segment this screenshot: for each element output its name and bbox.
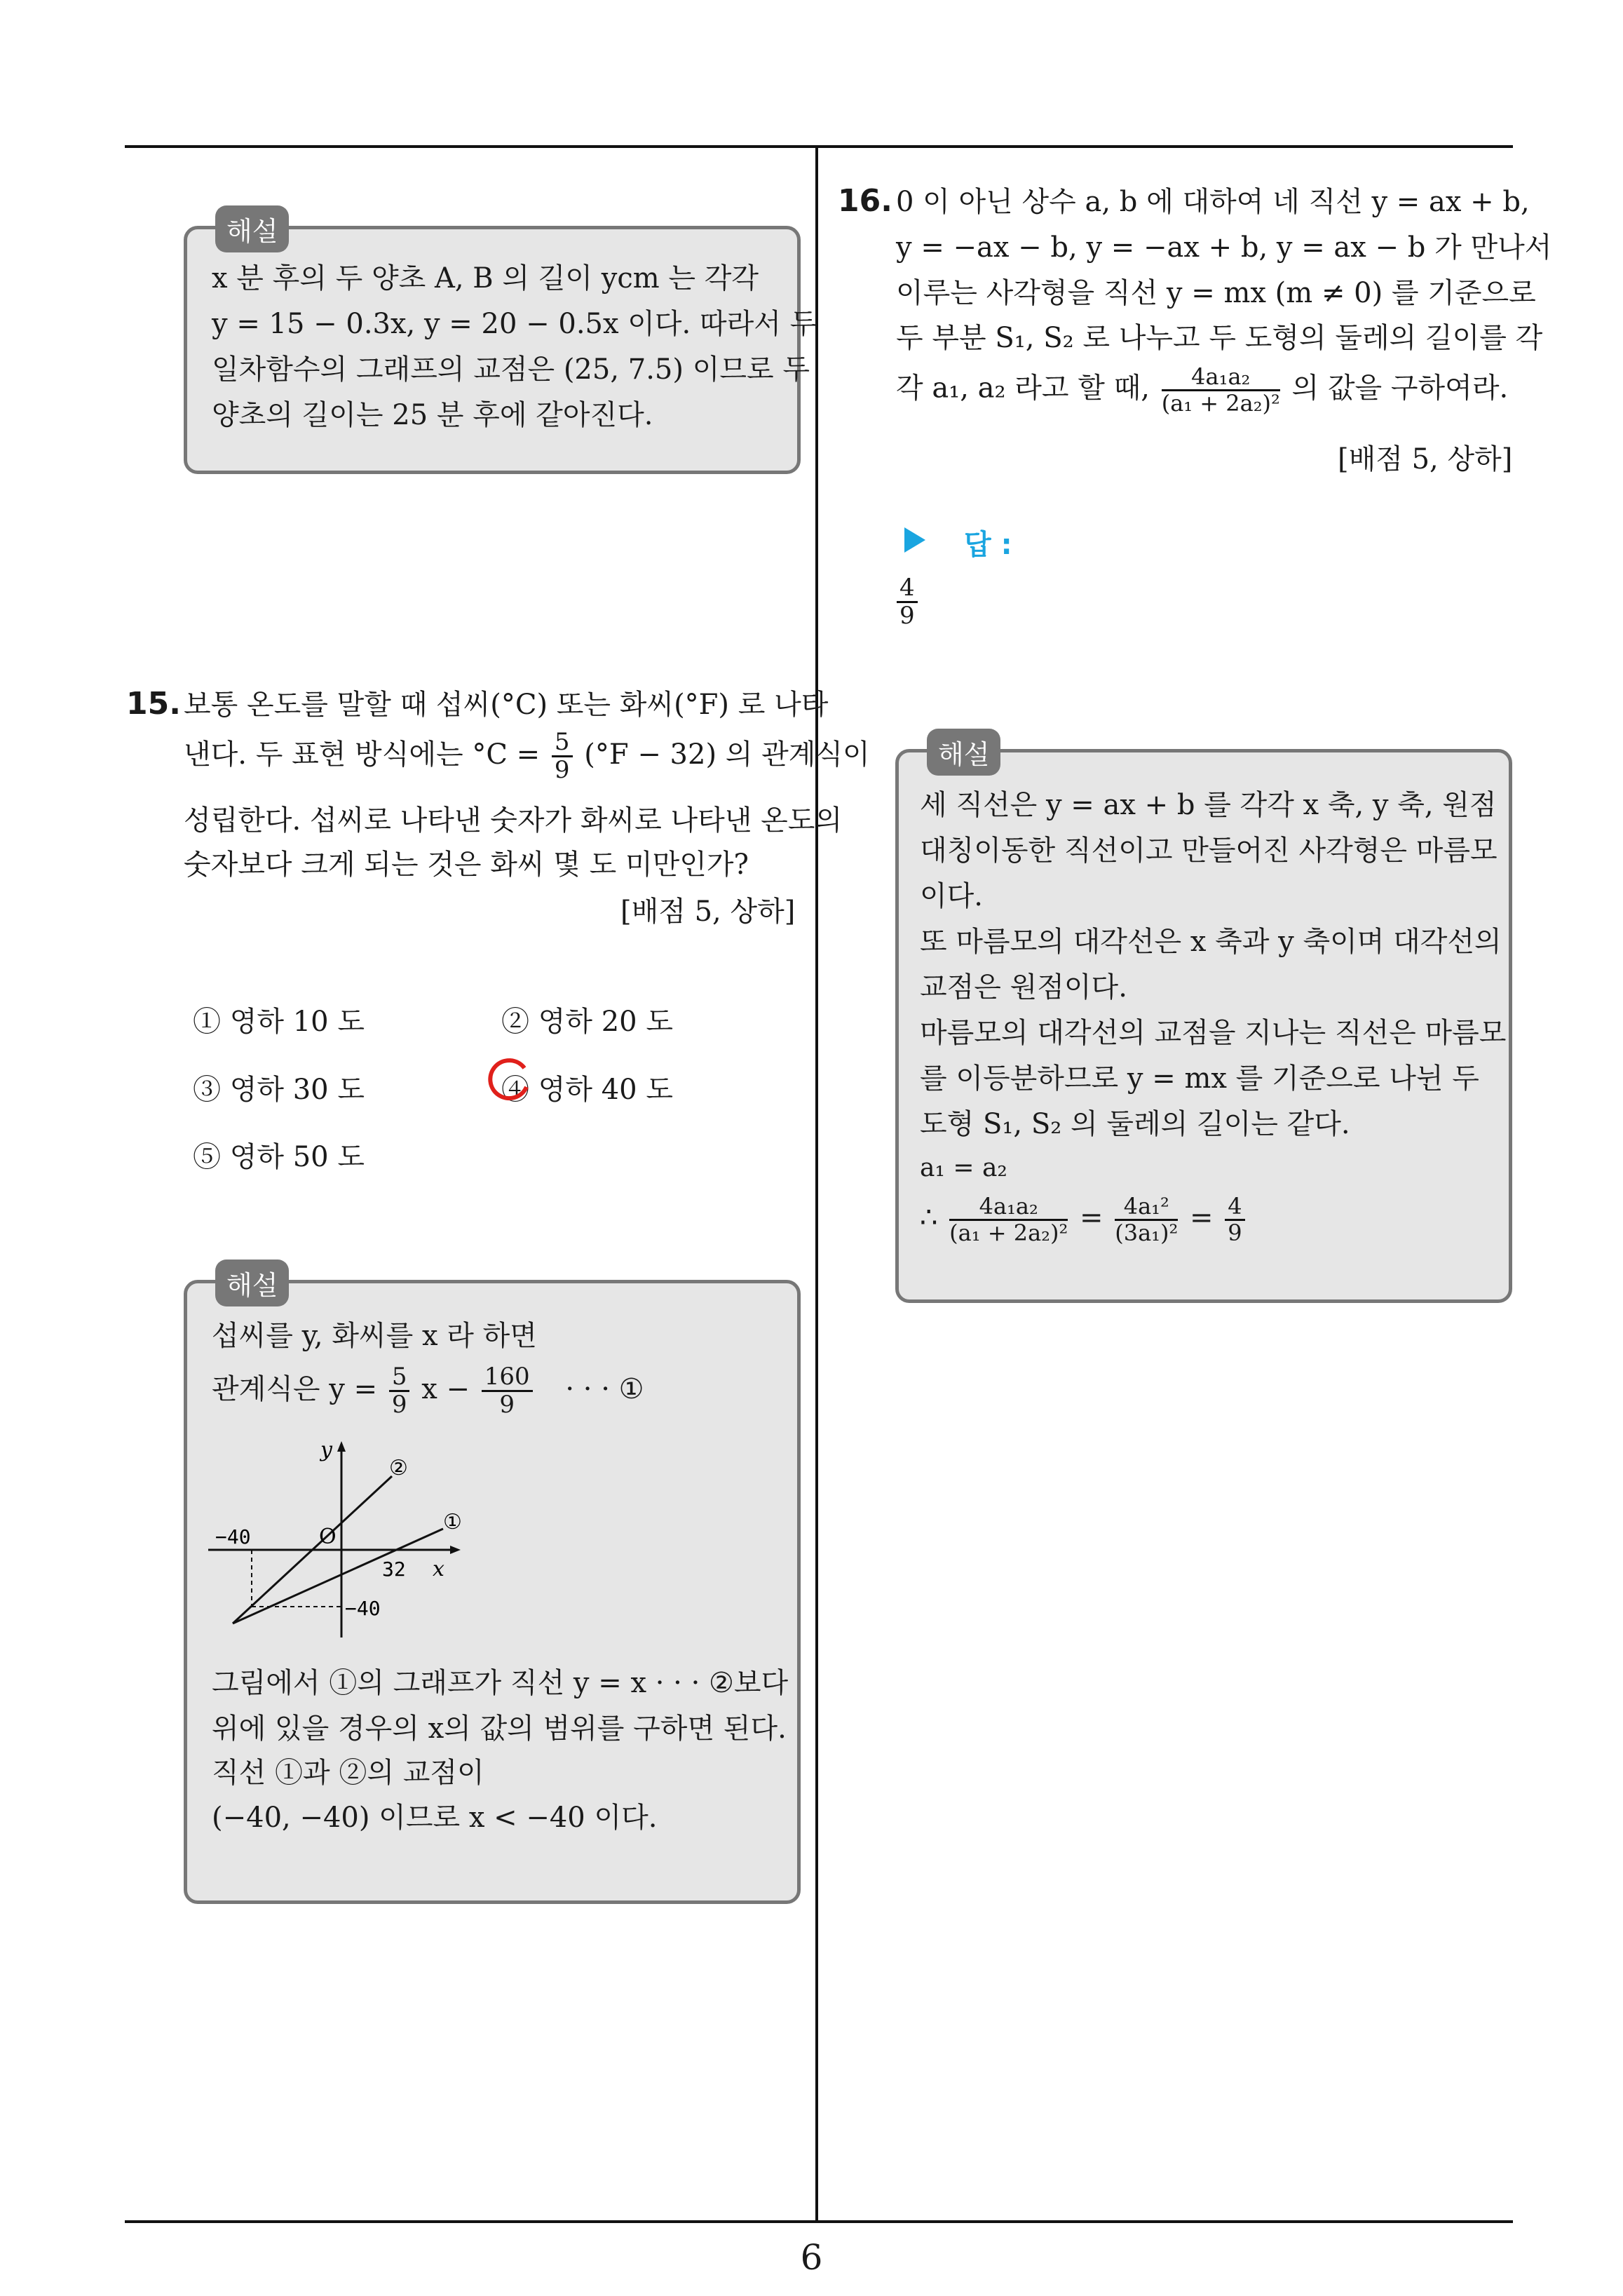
question-number <box>838 183 892 219</box>
line-1-label: ① <box>443 1510 462 1534</box>
fraction <box>897 575 918 630</box>
explanation-tag: 해설 <box>215 205 289 252</box>
question-text-segment: 낸다. 두 표현 방식에는 °C = <box>184 738 549 771</box>
fraction <box>482 1364 533 1419</box>
therefore-symbol: ∴ <box>920 1201 938 1234</box>
question-text-line <box>184 729 870 784</box>
explanation-line: x 분 후의 두 양초 A, B 의 길이 ycm 는 각각 <box>212 262 759 295</box>
fraction-denominator: (a₁ + 2a₂)² <box>1161 390 1280 417</box>
fraction <box>949 1194 1068 1245</box>
explanation-line <box>920 1194 1248 1245</box>
explanation-line: 를 이등분하므로 y = mx 를 기준으로 나뉜 두 <box>920 1062 1479 1095</box>
fraction-denominator: 9 <box>499 1391 515 1419</box>
bottom-intercept-label: −40 <box>345 1597 381 1620</box>
explanation-line: 직선 ①과 ②의 교점이 <box>212 1757 484 1789</box>
explanation-line: (−40, −40) 이므로 x < −40 이다. <box>212 1802 658 1834</box>
explanation-box-15 <box>184 1270 801 1904</box>
explanation-line: 위에 있을 경우의 x의 값의 범위를 구하면 된다. <box>212 1713 787 1745</box>
line-2-label: ② <box>389 1456 408 1480</box>
fraction-denominator: (a₁ + 2a₂)² <box>949 1220 1068 1247</box>
explanation-line: a₁ = a₂ <box>920 1154 1007 1182</box>
equals-sign: = <box>1190 1201 1214 1234</box>
question-text-line: 숫자보다 크게 되는 것은 화씨 몇 도 미만인가? <box>184 849 749 881</box>
explanation-box-14 <box>184 216 817 474</box>
top-rule <box>125 145 1513 148</box>
question-number-label: 15. <box>126 686 181 722</box>
explanation-tag: 해설 <box>927 729 1000 776</box>
question-text-segment: 의 값을 구하여라. <box>1291 372 1509 405</box>
explanation-line: 일차함수의 그래프의 교점은 (25, 7.5) 이므로 두 <box>212 353 810 386</box>
fraction <box>1115 1194 1178 1245</box>
choice-1[interactable]: ① 영하 10 도 <box>193 1006 365 1038</box>
fraction-numerator: 4a₁a₂ <box>1162 365 1280 391</box>
fraction <box>552 729 573 784</box>
question-number-label: 16. <box>838 183 892 219</box>
question-text-line: 보통 온도를 말할 때 섭씨(°C) 또는 화씨(°F) 로 나타 <box>184 689 829 721</box>
choice-4[interactable]: ④ 영하 40 도 <box>501 1074 673 1106</box>
explanation-line: 이다. <box>920 880 983 912</box>
question-text-segment: (°F − 32) 의 관계식이 <box>584 738 870 771</box>
graph <box>201 1434 468 1645</box>
fraction-numerator: 4a₁a₂ <box>949 1194 1068 1221</box>
explanation-line: 세 직선은 y = ax + b 를 각각 x 축, y 축, 원점 <box>920 789 1497 821</box>
fraction-denominator: (3a₁)² <box>1115 1220 1179 1247</box>
fraction <box>1225 1194 1244 1245</box>
explanation-segment: x − <box>421 1372 479 1405</box>
explanation-line: 또 마름모의 대각선은 x 축과 y 축이며 대각선의 <box>920 926 1502 958</box>
fraction-numerator: 160 <box>482 1364 533 1392</box>
question-text-segment: 각 a₁, a₂ 라고 할 때, <box>896 372 1150 405</box>
fraction-numerator: 5 <box>389 1364 410 1392</box>
question-text-line: 성립한다. 섭씨로 나타낸 숫자가 화씨로 나타낸 온도의 <box>184 804 843 837</box>
graph-line-1 <box>233 1529 443 1623</box>
choice-2[interactable]: ② 영하 20 도 <box>501 1006 673 1038</box>
fraction-numerator: 5 <box>552 729 573 757</box>
column-divider <box>815 145 818 2222</box>
explanation-line: 그림에서 ①의 그래프가 직선 y = x · · · ②보다 <box>212 1667 789 1699</box>
fraction-denominator: 9 <box>899 602 915 630</box>
question-text-line <box>896 365 1508 416</box>
fraction <box>1162 365 1280 416</box>
question-text-line: y = −ax − b, y = −ax + b, y = ax − b 가 만나서 <box>896 231 1552 264</box>
fraction-numerator: 4 <box>897 575 918 603</box>
explanation-line: 대칭이동한 직선이고 만들어진 사각형은 마름모 <box>920 835 1498 867</box>
x-axis-label: x <box>433 1557 444 1581</box>
explanation-tag: 해설 <box>215 1260 289 1306</box>
origin-label: O <box>319 1525 337 1549</box>
y-axis-label: y <box>320 1438 332 1462</box>
question-text-line: 두 부분 S₁, S₂ 로 나누고 두 도형의 둘레의 길이를 각 <box>896 322 1543 354</box>
fraction-denominator: 9 <box>1228 1220 1242 1247</box>
page-number: 6 <box>800 2237 823 2278</box>
explanation-line: 도형 S₁, S₂ 의 둘레의 길이는 같다. <box>920 1108 1350 1140</box>
explanation-line: 교점은 원점이다. <box>920 971 1127 1004</box>
equals-sign: = <box>1080 1201 1103 1234</box>
fraction-numerator: 4 <box>1225 1194 1244 1221</box>
answer-arrow-icon <box>904 527 925 553</box>
answer-label: 답 : <box>964 529 1012 561</box>
choice-5[interactable]: ⑤ 영하 50 도 <box>193 1141 365 1173</box>
question-text-line: 이루는 사각형을 직선 y = mx (m ≠ 0) 를 기준으로 <box>896 277 1536 309</box>
fraction-denominator: 9 <box>554 756 570 785</box>
score-label: [배점 5, 상하] <box>1338 443 1513 475</box>
explanation-line: 양초의 길이는 25 분 후에 같아진다. <box>212 399 653 431</box>
choice-3[interactable]: ③ 영하 30 도 <box>193 1074 365 1106</box>
explanation-line: y = 15 − 0.3x, y = 20 − 0.5x 이다. 따라서 두 <box>212 308 817 340</box>
fraction-denominator: 9 <box>391 1391 407 1419</box>
x-tick-label: 32 <box>382 1558 406 1581</box>
y-axis-arrow-icon <box>337 1441 346 1452</box>
score-label: [배점 5, 상하] <box>620 896 796 928</box>
explanation-line: 섭씨를 y, 화씨를 x 라 하면 <box>212 1320 537 1352</box>
fraction <box>389 1364 410 1419</box>
x-axis-arrow-icon <box>450 1546 461 1554</box>
question-number <box>126 686 181 722</box>
answer-value <box>894 575 921 630</box>
explanation-segment: · · · ① <box>565 1372 644 1405</box>
explanation-line: 마름모의 대각선의 교점을 지나는 직선은 마름모 <box>920 1017 1507 1049</box>
question-text-line: 0 이 아닌 상수 a, b 에 대하여 네 직선 y = ax + b, <box>896 186 1530 218</box>
left-intercept-label: −40 <box>215 1525 251 1548</box>
bottom-rule <box>125 2220 1513 2223</box>
fraction-numerator: 4a₁² <box>1115 1194 1178 1221</box>
explanation-line <box>212 1364 644 1419</box>
selected-answer-circle-icon <box>486 1055 535 1105</box>
explanation-box-16 <box>895 739 1512 1303</box>
explanation-segment: 관계식은 y = <box>212 1372 386 1405</box>
